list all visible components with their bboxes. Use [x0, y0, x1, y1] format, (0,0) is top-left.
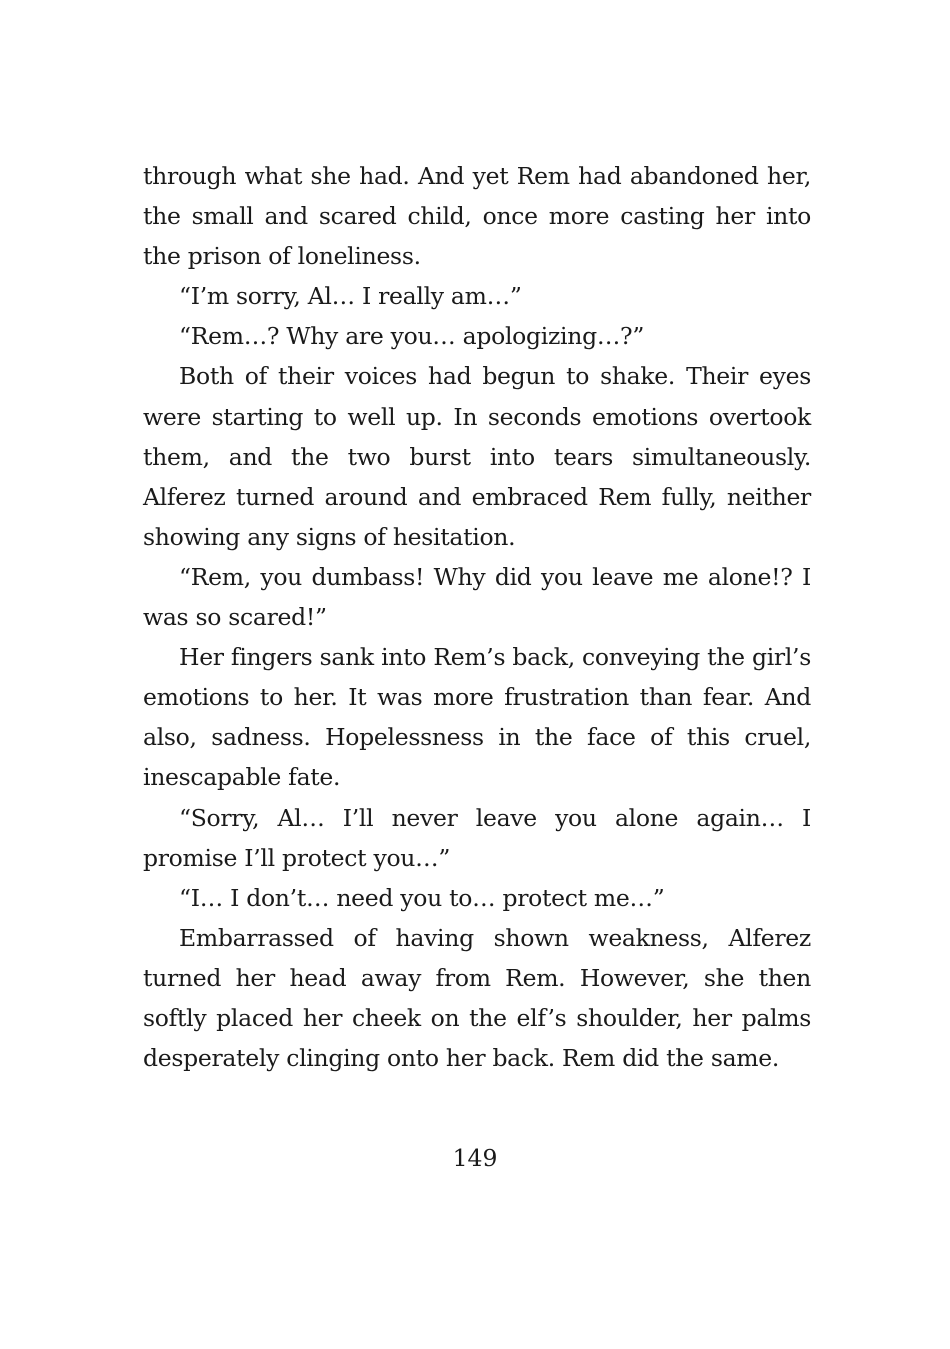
body-text	[143, 156, 811, 1078]
narrative-paragraph: Embarrassed of having shown weakness, Alferez turned her head away from Rem. However, she then softly placed her cheek on the elf’s shoulder, her palms desperately clinging onto her back. Rem did the same.	[143, 923, 811, 1073]
narrative-paragraph: Her fingers sank into Rem’s back, conveying the girl’s emotions to her. It was more frustration than fear. And also, sadness. Hopelessness in the face of this cruel, inescapable fate.	[143, 643, 811, 792]
paragraph-continuation: through what she had. And yet Rem had abandoned her, the small and scared child, once more casting her into the prison of loneliness.	[143, 162, 811, 271]
dialogue-paragraph: “Sorry, Al… I’ll never leave you alone again… I promise I’ll protect you…”	[143, 803, 811, 872]
dialogue-paragraph: “Rem…? Why are you… apologizing…?”	[179, 322, 645, 351]
page-number: 149	[452, 1144, 498, 1172]
narrative-paragraph: Both of their voices had begun to shake. Their eyes were starting to well up. In seconds emotions overtook them, and the two burst into tears simultaneously. Alferez turned around and embraced Rem fully, neither showing any signs of hesitation.	[143, 362, 811, 551]
dialogue-paragraph: “Rem, you dumbass! Why did you leave me alone!? I was so scared!”	[143, 562, 811, 632]
dialogue-paragraph: “I’m sorry, Al… I really am…”	[179, 282, 522, 311]
dialogue-paragraph: “I… I don’t… need you to… protect me…”	[179, 883, 665, 912]
